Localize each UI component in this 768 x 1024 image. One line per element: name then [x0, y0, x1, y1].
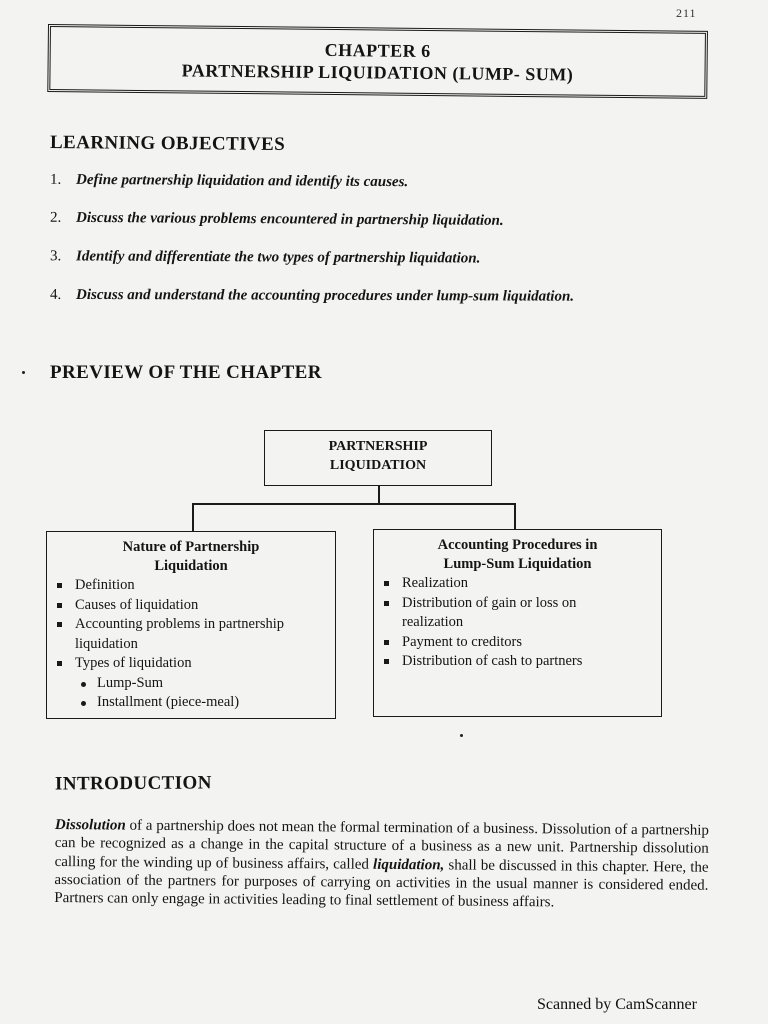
- scan-speck: [22, 371, 25, 374]
- nature-bullet-list: [47, 576, 335, 674]
- chapter-title-box: [47, 24, 708, 99]
- root-label-line2: LIQUIDATION: [329, 458, 427, 473]
- term-dissolution: Dissolution: [54, 816, 126, 834]
- types-sub-list: [47, 674, 335, 713]
- connector-trunk: [378, 486, 380, 504]
- connector-right: [514, 503, 516, 529]
- list-item: Definition: [47, 576, 335, 596]
- page-number: 211: [676, 6, 697, 20]
- list-item: Accounting problems in partnership liquidation: [47, 615, 335, 654]
- connector-horizontal: [192, 503, 515, 505]
- diagram-node-nature: [46, 531, 336, 719]
- chapter-number: CHAPTER 6: [324, 39, 431, 62]
- connector-left: [192, 503, 194, 531]
- list-item: Realization: [374, 574, 641, 594]
- node-title-line1: Accounting Procedures in: [437, 537, 598, 553]
- node-title-line1: Nature of Partnership: [122, 539, 260, 555]
- root-label-line1: PARTNERSHIP: [328, 439, 428, 454]
- introduction-paragraph: Dissolution of a partnership does not mean the formal termination of a business. Dissolution of a partnership can be recognized as a change in the capital structure of a business as a new unit. Partnership dissolution calling for the winding up of business affairs, called liquidation, shall be discussed in this chapter. Here, the association of the partners for purposes of carrying on activities in the usual manner is considered ended. Partners can only engage in activities leading to final settlement of business affairs.: [54, 816, 709, 911]
- node-title-line2: Liquidation: [154, 558, 228, 574]
- objectives-list: [50, 171, 710, 326]
- learning-objectives-heading: LEARNING OBJECTIVES: [49, 131, 286, 156]
- chapter-title: PARTNERSHIP LIQUIDATION (LUMP- SUM): [181, 60, 574, 85]
- list-item: Causes of liquidation: [47, 596, 335, 616]
- objective-item: 2. Discuss the various problems encountered in partnership liquidation.: [50, 209, 504, 229]
- node-title-line2: Lump-Sum Liquidation: [443, 556, 592, 572]
- diagram-node-procedures: [373, 529, 662, 717]
- objective-item: 4. Discuss and understand the accounting procedures under lump-sum liquidation.: [50, 286, 575, 305]
- term-liquidation: liquidation,: [372, 856, 445, 873]
- introduction-heading: INTRODUCTION: [54, 772, 212, 795]
- list-item: Distribution of cash to partners: [374, 652, 641, 672]
- objective-item: 1. Define partnership liquidation and identify its causes.: [50, 171, 409, 191]
- procedures-bullet-list: [374, 574, 661, 672]
- preview-heading: PREVIEW OF THE CHAPTER: [50, 362, 322, 383]
- list-item: Lump-Sum: [47, 674, 335, 694]
- list-item: Payment to creditors: [374, 633, 641, 653]
- diagram-root-node: [264, 430, 492, 486]
- objective-item: 3. Identify and differentiate the two types of partnership liquidation.: [50, 248, 481, 267]
- list-item: Types of liquidation: [47, 654, 335, 674]
- scan-speck: [460, 734, 463, 737]
- list-item: Distribution of gain or loss on realization: [374, 594, 641, 633]
- scanner-watermark: Scanned by CamScanner: [537, 996, 697, 1013]
- list-item: Installment (piece-meal): [47, 693, 335, 713]
